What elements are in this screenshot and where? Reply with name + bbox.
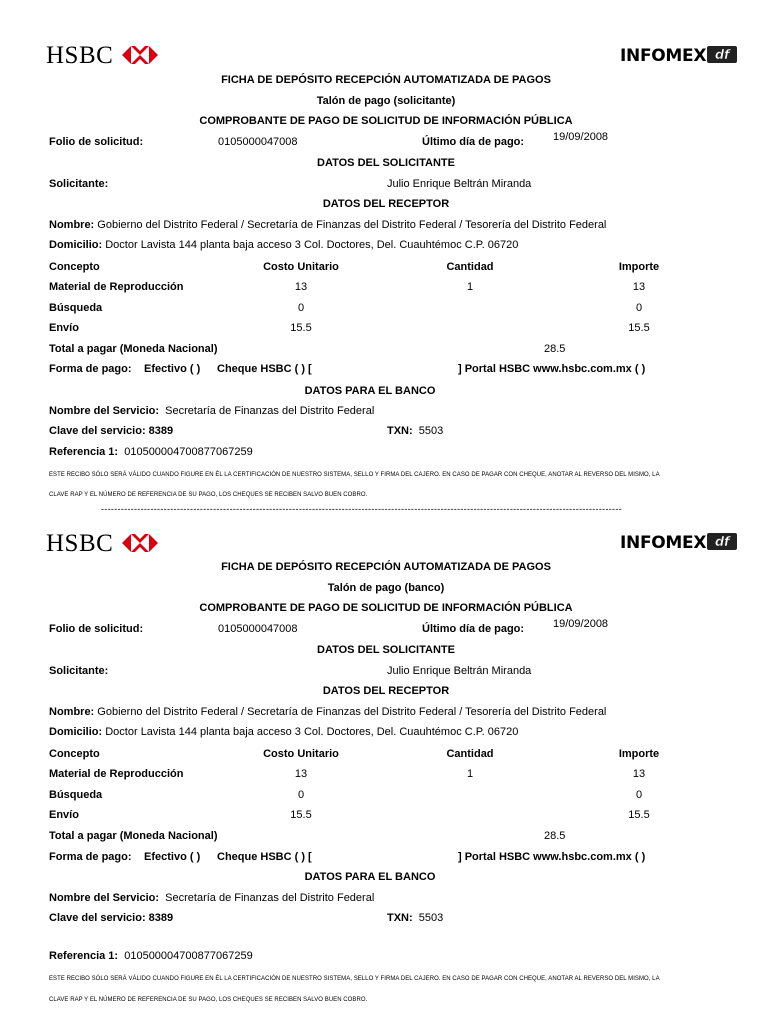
slip-title: FICHA DE DEPÓSITO RECEPCIÓN AUTOMATIZADA DE PAGOS [221, 74, 551, 86]
ultimo-dia-value: 19/09/2008 [553, 618, 609, 630]
ultimo-dia-label: Último día de pago: [422, 136, 525, 148]
hsbc-logo [46, 43, 158, 68]
txn-line [387, 426, 443, 437]
section-receptor: DATOS DEL RECEPTOR [322, 685, 450, 697]
hsbc-logo-text: HSBC [46, 530, 114, 557]
hsbc-logo [46, 531, 158, 556]
table-cell-cantidad: 1 [466, 768, 474, 780]
infomex-df-badge [707, 533, 737, 550]
table-cell-importe: 0 [635, 302, 643, 314]
section-solicitante: DATOS DEL SOLICITANTE [317, 644, 455, 656]
nombre-label: Nombre: [49, 219, 95, 231]
servicio-line [49, 406, 374, 417]
table-cell-importe: 15.5 [628, 322, 650, 334]
folio-label: Folio de solicitud: [49, 623, 144, 635]
referencia-label: Referencia 1: [49, 446, 119, 458]
cheque-option: Cheque HSBC ( ) [ [217, 851, 312, 863]
domicilio-value: Doctor Lavista 144 planta baja acceso 3 Col. Doctores, Del. Cuauhtémoc C.P. 06720 [105, 239, 519, 251]
table-header-cantidad: Cantidad [446, 748, 494, 760]
txn-label: TXN: [387, 425, 413, 437]
txn-value: 5503 [418, 912, 444, 924]
domicilio-label: Domicilio: [49, 726, 103, 738]
hsbc-hexagon-icon [122, 46, 158, 64]
efectivo-option: Efectivo ( ) [144, 851, 201, 863]
section-receptor: DATOS DEL RECEPTOR [322, 198, 450, 210]
ultimo-dia-label: Último día de pago: [422, 623, 525, 635]
cut-line-separator: -------------------------------------------------------------------------------------------------------------------------------------------------------------- [101, 505, 622, 514]
table-cell-costo: 0 [297, 789, 305, 801]
table-cell-importe: 15.5 [628, 809, 650, 821]
domicilio-line [49, 240, 518, 251]
disclaimer-line-2: CLAVE RAP Y EL NÚMERO DE REFERENCIA DE SU PAGO, LOS CHEQUES SE RECIBEN SALVO BUEN COBRO. [49, 492, 368, 498]
table-cell-costo: 15.5 [290, 809, 312, 821]
clave-servicio: Clave del servicio: 8389 [49, 425, 174, 437]
table-header-importe: Importe [618, 748, 660, 760]
nombre-line [49, 220, 606, 231]
txn-line [387, 913, 443, 924]
table-cell-concepto: Material de Reproducción [49, 281, 184, 293]
cheque-option: Cheque HSBC ( ) [ [217, 363, 312, 375]
disclaimer-line-2: CLAVE RAP Y EL NÚMERO DE REFERENCIA DE SU PAGO, LOS CHEQUES SE RECIBEN SALVO BUEN COBRO. [49, 997, 368, 1003]
infomex-logo [620, 46, 737, 65]
folio-label: Folio de solicitud: [49, 136, 144, 148]
infomex-df-badge [707, 46, 737, 63]
folio-value: 0105000047008 [218, 136, 298, 148]
total-label: Total a pagar (Moneda Nacional) [49, 830, 218, 842]
slip-subtitle: Talón de pago (solicitante) [316, 95, 456, 107]
forma-pago-label: Forma de pago: [49, 851, 132, 863]
slip-title: FICHA DE DEPÓSITO RECEPCIÓN AUTOMATIZADA DE PAGOS [221, 561, 551, 573]
table-header-concepto: Concepto [49, 748, 100, 760]
table-cell-importe: 13 [632, 768, 646, 780]
table-cell-concepto: Material de Reproducción [49, 768, 184, 780]
domicilio-line [49, 727, 518, 738]
servicio-line [49, 893, 374, 904]
table-header-concepto: Concepto [49, 261, 100, 273]
section-solicitante: DATOS DEL SOLICITANTE [317, 157, 455, 169]
infomex-df-text: df [714, 48, 730, 63]
efectivo-option: Efectivo ( ) [144, 363, 201, 375]
infomex-logo [620, 533, 737, 552]
servicio-label: Nombre del Servicio: [49, 892, 160, 904]
txn-label: TXN: [387, 912, 413, 924]
nombre-label: Nombre: [49, 706, 95, 718]
total-label: Total a pagar (Moneda Nacional) [49, 343, 218, 355]
table-cell-cantidad: 1 [466, 281, 474, 293]
clave-servicio: Clave del servicio: 8389 [49, 912, 174, 924]
table-header-costo: Costo Unitario [263, 748, 339, 760]
section-banco: DATOS PARA EL BANCO [304, 385, 436, 397]
infomex-df-text: df [714, 535, 730, 550]
table-header-costo: Costo Unitario [263, 261, 339, 273]
infomex-logo-text: INFOMEX [620, 533, 707, 553]
solicitante-value: Julio Enrique Beltrán Miranda [387, 178, 532, 190]
solicitante-label: Solicitante: [49, 178, 109, 190]
table-cell-concepto: Búsqueda [49, 789, 103, 801]
referencia-line [49, 951, 253, 962]
table-cell-costo: 13 [294, 281, 308, 293]
table-header-cantidad: Cantidad [446, 261, 494, 273]
table-cell-importe: 13 [632, 281, 646, 293]
referencia-value: 010500004700877067259 [124, 446, 253, 458]
nombre-value: Gobierno del Distrito Federal / Secretaría de Finanzas del Distrito Federal / Tesorería del Distrito Federal [97, 219, 607, 231]
hsbc-hexagon-icon [122, 534, 158, 552]
slip-heading: COMPROBANTE DE PAGO DE SOLICITUD DE INFORMACIÓN PÚBLICA [199, 602, 573, 614]
table-cell-importe: 0 [635, 789, 643, 801]
txn-value: 5503 [418, 425, 444, 437]
referencia-line [49, 447, 253, 458]
servicio-label: Nombre del Servicio: [49, 405, 160, 417]
portal-option: ] Portal HSBC www.hsbc.com.mx ( ) [458, 851, 646, 863]
ultimo-dia-value: 19/09/2008 [553, 131, 609, 143]
servicio-value: Secretaría de Finanzas del Distrito Federal [165, 892, 375, 904]
disclaimer-line-1: ESTE RECIBO SÓLO SERÁ VÁLIDO CUANDO FIGURE EN ÉL LA CERTIFICACIÓN DE NUESTRO SISTEMA, SELLO Y FIRMA DEL CAJERO. EN CASO DE PAGAR CON CHEQUE, ANOTAR AL REVERSO DEL MISMO, LA [49, 976, 660, 982]
solicitante-label: Solicitante: [49, 665, 109, 677]
table-cell-costo: 15.5 [290, 322, 312, 334]
nombre-value: Gobierno del Distrito Federal / Secretaría de Finanzas del Distrito Federal / Tesorería del Distrito Federal [97, 706, 607, 718]
total-value: 28.5 [544, 830, 566, 842]
infomex-logo-text: INFOMEX [620, 46, 707, 66]
table-cell-concepto: Envío [49, 322, 79, 334]
nombre-line [49, 707, 606, 718]
disclaimer-line-1: ESTE RECIBO SÓLO SERÁ VÁLIDO CUANDO FIGURE EN ÉL LA CERTIFICACIÓN DE NUESTRO SISTEMA, SELLO Y FIRMA DEL CAJERO. EN CASO DE PAGAR CON CHEQUE, ANOTAR AL REVERSO DEL MISMO, LA [49, 472, 660, 478]
domicilio-label: Domicilio: [49, 239, 103, 251]
slip-subtitle: Talón de pago (banco) [327, 582, 445, 594]
slip-heading: COMPROBANTE DE PAGO DE SOLICITUD DE INFORMACIÓN PÚBLICA [199, 115, 573, 127]
table-header-importe: Importe [618, 261, 660, 273]
total-value: 28.5 [544, 343, 566, 355]
hsbc-logo-text: HSBC [46, 42, 114, 69]
table-cell-concepto: Búsqueda [49, 302, 103, 314]
table-cell-costo: 13 [294, 768, 308, 780]
portal-option: ] Portal HSBC www.hsbc.com.mx ( ) [458, 363, 646, 375]
forma-pago-label: Forma de pago: [49, 363, 132, 375]
servicio-value: Secretaría de Finanzas del Distrito Federal [165, 405, 375, 417]
domicilio-value: Doctor Lavista 144 planta baja acceso 3 Col. Doctores, Del. Cuauhtémoc C.P. 06720 [105, 726, 519, 738]
folio-value: 0105000047008 [218, 623, 298, 635]
section-banco: DATOS PARA EL BANCO [304, 871, 436, 883]
referencia-label: Referencia 1: [49, 950, 119, 962]
table-cell-costo: 0 [297, 302, 305, 314]
table-cell-concepto: Envío [49, 809, 79, 821]
referencia-value: 010500004700877067259 [124, 950, 253, 962]
solicitante-value: Julio Enrique Beltrán Miranda [387, 665, 532, 677]
